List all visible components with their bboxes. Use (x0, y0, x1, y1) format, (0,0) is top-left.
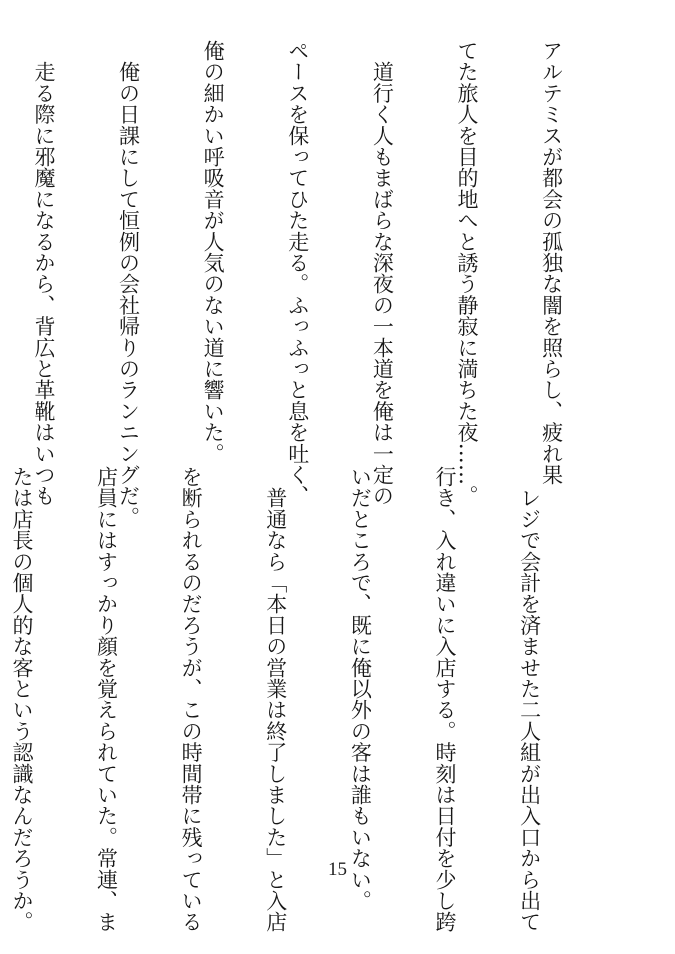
text-column: 道行く人もまばらな深夜の一本道を俺は一定の (370, 40, 395, 507)
text-column: ペースを保ってひた走る。ふっふっと息を吐く、 (285, 40, 310, 507)
text-column: レジで会計を済ませた二人組が出入口から出て (517, 466, 542, 933)
text-block-top (31, 40, 622, 528)
text-column: 店員にはすっかり顔を覚えられていた。常連、ま (94, 466, 119, 933)
text-column: いだところで、既に俺以外の客は誰もいない。 (348, 466, 373, 912)
text-column: アルテミスが都会の孤独な闇を照らし、疲れ果 (539, 40, 564, 486)
text-column: 走る際に邪魔になるから、背広と革靴はいつも (31, 40, 56, 507)
text-column: を断られるのだろうが、この時間帯に残っている (179, 466, 204, 933)
text-column: 俺の細かい呼吸音が人気のない道に響いた。 (201, 40, 226, 464)
text-column: 俺の日課にして恒例の会社帰りのランニングだ。 (116, 40, 141, 528)
text-column: 普通なら「本日の営業は終了しました」と入店 (263, 466, 288, 933)
text-column: たは店長の個人的な客という認識なんだろうか。 (9, 466, 34, 933)
page-number: 15 (328, 859, 347, 880)
text-column: てた旅人を目的地へと誘う静寂に満ちた夜……。 (454, 40, 479, 507)
text-column: 行き、入れ違いに入店する。時刻は日付を少し跨 (432, 466, 457, 933)
